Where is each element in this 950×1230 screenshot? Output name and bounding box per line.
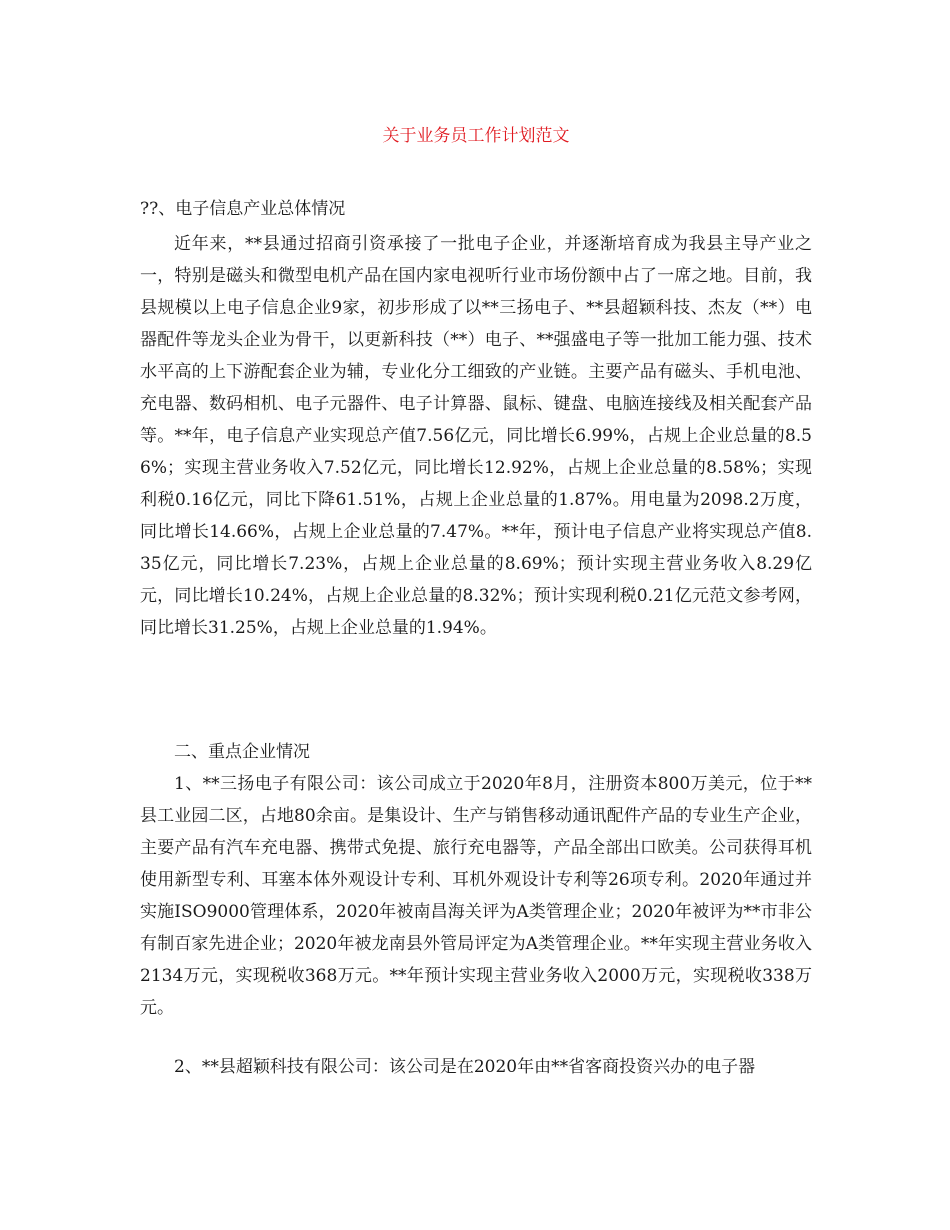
section-heading-key-enterprises: 二、重点企业情况 <box>174 742 310 762</box>
document-title: 关于业务员工作计划范文 <box>382 126 570 146</box>
section-heading-overview: ??、电子信息产业总体情况 <box>140 199 346 219</box>
paragraph-sanyang-electronics: 1、**三扬电子有限公司：该公司成立于2020年8月，注册资本800万美元，位于**县工业园二区，占地80余亩。是集设计、生产与销售移动通讯配件产品的专业生产企业，主要产品有汽车充电器、携带式免提、旅行充电器等，产品全部出口欧美。公司获得耳机使用新型专利、耳塞本体外观设计专利、耳机外观设计专利等26项专利。2020年通过并实施ISO9000管理体系，2020年被南昌海关评为A类管理企业；2020年被评为**市非公有制百家先进企业；2020年被龙南县外管局评定为A类管理企业。**年实现主营业务收入2134万元，实现税收368万元。**年预计实现主营业务收入2000万元，实现税收338万元。 <box>140 774 812 1018</box>
document-page <box>140 0 812 1230</box>
paragraph-chaoying-technology: 2、**县超颖科技有限公司：该公司是在2020年由**省客商投资兴办的电子器 <box>174 1057 756 1077</box>
paragraph-industry-overview: 近年来，**县通过招商引资承接了一批电子企业，并逐渐培育成为我县主导产业之一，特别是磁头和微型电机产品在国内家电视听行业市场份额中占了一席之地。目前，我县规模以上电子信息企业9家，初步形成了以**三扬电子、**县超颖科技、杰友（**）电器配件等龙头企业为骨干，以更新科技（**）电子、**强盛电子等一批加工能力强、技术水平高的上下游配套企业为辅，专业化分工细致的产业链。主要产品有磁头、手机电池、充电器、数码相机、电子元器件、电子计算器、鼠标、键盘、电脑连接线及相关配套产品等。**年，电子信息产业实现总产值7.56亿元，同比增长6.99%，占规上企业总量的8.56%；实现主营业务收入7.52亿元，同比增长12.92%，占规上企业总量的8.58%；实现利税0.16亿元，同比下降61.51%，占规上企业总量的1.87%。用电量为2098.2万度，同比增长14.66%，占规上企业总量的7.47%。**年，预计电子信息产业将实现总产值8.35亿元，同比增长7.23%，占规上企业总量的8.69%；预计实现主营业务收入8.29亿元，同比增长10.24%，占规上企业总量的8.32%；预计实现利税0.21亿元范文参考网，同比增长31.25%，占规上企业总量的1.94%。 <box>140 234 812 638</box>
